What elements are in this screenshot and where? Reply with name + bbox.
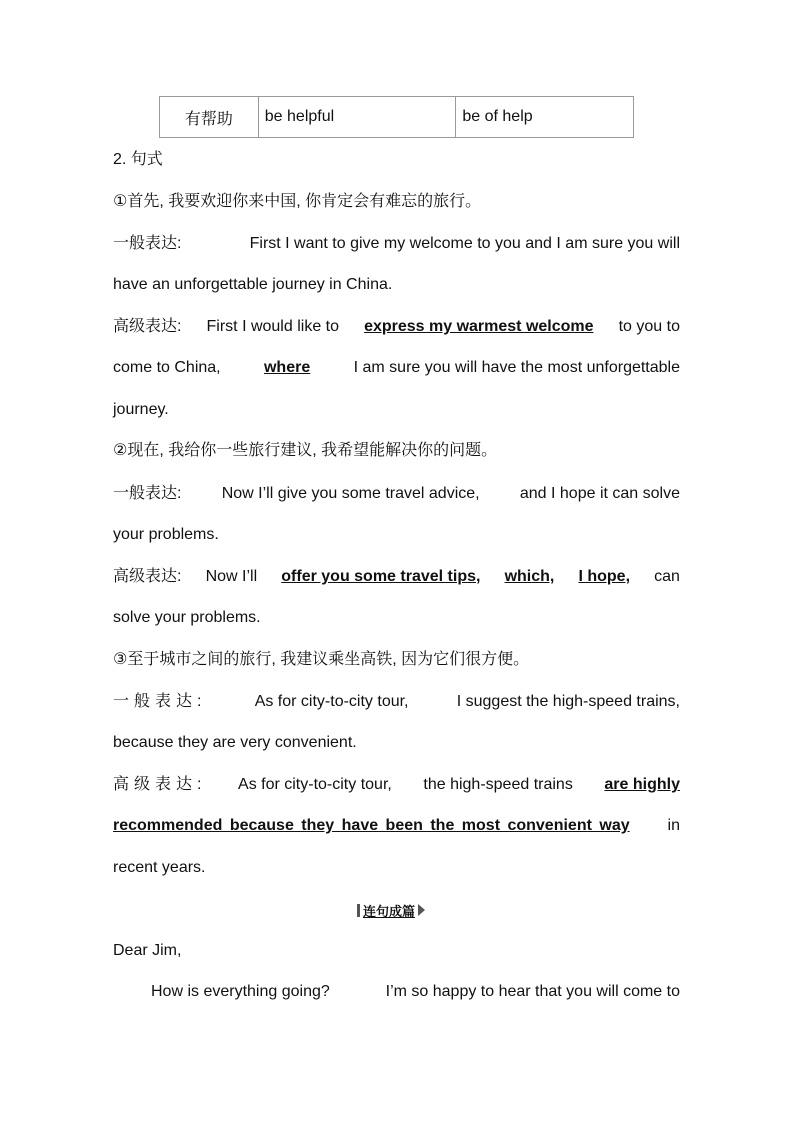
s3-adv-text1b: the high-speed trains [423, 776, 573, 793]
s1-adv-pre: First I would like to [206, 318, 339, 335]
letter-line1 [151, 982, 680, 1002]
s1-adv-underline2: where [263, 359, 311, 376]
s3-basic-text1a: As for city-to-city tour, [254, 693, 409, 710]
letter-text1b: I’m so happy to hear that you will come to [385, 983, 680, 1000]
s1-basic-label: 一般表达: [113, 235, 182, 252]
s2-basic-line2: your problems. [113, 526, 219, 543]
s2-adv-line1 [113, 567, 680, 587]
s1-adv-label: 高级表达: [113, 318, 182, 335]
s3-basic-line1 [113, 692, 680, 712]
table-cell-meaning: 有帮助 [160, 97, 259, 138]
s1-adv-line2 [113, 358, 680, 378]
s3-adv-text1a: As for city-to-city tour, [238, 776, 392, 793]
s1-adv-l2-post: I am sure you will have the most unforgettable [353, 359, 680, 376]
banner-label: 连句成篇 [363, 903, 416, 919]
s1-adv-line3: journey. [113, 401, 169, 418]
s1-basic-line2: have an unforgettable journey in China. [113, 276, 393, 293]
table-row [160, 97, 634, 138]
letter-text1a: How is everything going? [151, 983, 330, 1000]
s3-basic-label: 一般表达: [113, 693, 207, 710]
s3-adv-l2-post: in [667, 817, 680, 834]
s2-basic-label: 一般表达: [113, 485, 182, 502]
banner-arrow-icon [418, 904, 425, 916]
s3-adv-underline1: are highly [604, 776, 680, 793]
vocab-table [159, 96, 634, 138]
s2-adv-line2: solve your problems. [113, 609, 261, 626]
table-cell-advanced: be of help [456, 97, 634, 138]
s2-basic-line1 [113, 484, 680, 504]
s2-adv-underline2: which, [504, 568, 555, 585]
s3-adv-line2 [113, 816, 680, 836]
s3-adv-line1 [113, 775, 680, 795]
s1-adv-l2-pre: come to China, [113, 359, 221, 376]
s2-adv-post: can [654, 568, 680, 585]
s3-basic-line2: because they are very convenient. [113, 734, 357, 751]
s2-basic-text1a: Now I’ll give you some travel advice, [221, 485, 480, 502]
s1-chinese: ①首先, 我要欢迎你来中国, 你肯定会有难忘的旅行。 [113, 193, 482, 210]
s3-adv-line3: recent years. [113, 859, 206, 876]
s3-adv-underline2: recommended because they have been the most convenient way [113, 817, 630, 834]
s2-basic-text1b: and I hope it can solve [519, 485, 680, 502]
s1-adv-post: to you to [618, 318, 680, 335]
s1-basic-line1 [113, 234, 680, 254]
banner-bar-icon [357, 904, 360, 917]
s2-chinese: ②现在, 我给你一些旅行建议, 我希望能解决你的问题。 [113, 442, 498, 459]
s2-adv-label: 高级表达: [113, 568, 182, 585]
s2-adv-pre: Now I’ll [205, 568, 258, 585]
s3-basic-text1b: I suggest the high-speed trains, [456, 693, 680, 710]
letter-greeting: Dear Jim, [113, 942, 182, 959]
s3-chinese: ③至于城市之间的旅行, 我建议乘坐高铁, 因为它们很方便。 [113, 651, 530, 668]
s2-adv-underline3: I hope, [578, 568, 631, 585]
s1-adv-underline1: express my warmest welcome [364, 318, 594, 335]
section-heading: 2. 句式 [113, 151, 163, 168]
s3-adv-label: 高级表达: [113, 776, 207, 793]
section-banner [357, 900, 425, 920]
s1-adv-line1 [113, 317, 680, 337]
table-cell-basic: be helpful [258, 97, 456, 138]
s1-basic-text1: First I want to give my welcome to you and I am sure you will [249, 235, 680, 252]
s2-adv-underline1: offer you some travel tips, [281, 568, 481, 585]
